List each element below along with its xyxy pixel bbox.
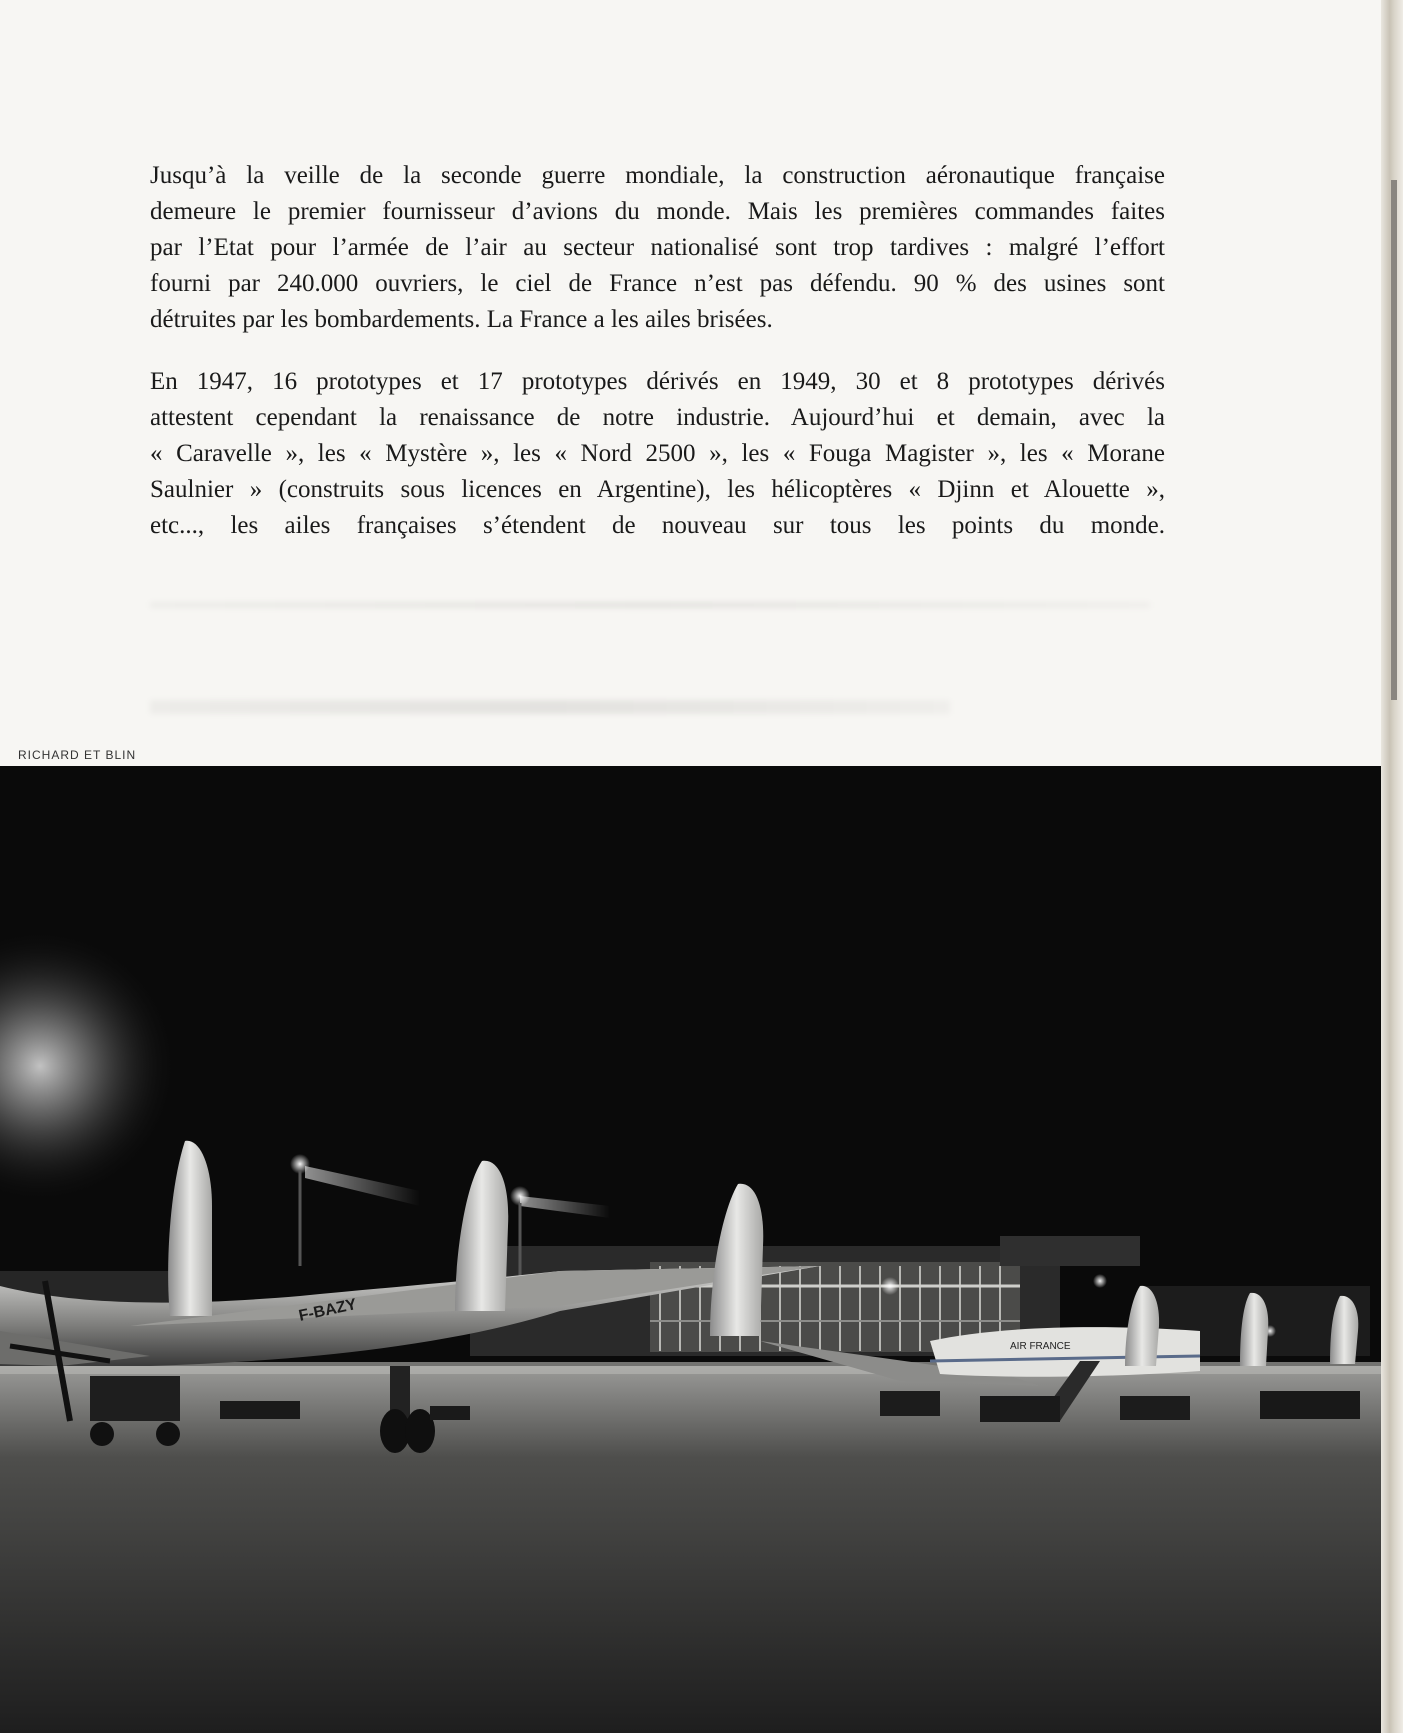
text-line: attestent cependant la renaissance de notre industrie. Aujourd’hui et demain, avec la xyxy=(150,404,1165,431)
text-line: détruites par les bombardements. La France a les ailes brisées. xyxy=(150,306,773,333)
show-through-mark xyxy=(150,700,950,714)
text-line: fourni par 240.000 ouvriers, le ciel de France n’est pas défendu. 90 % des usines sont xyxy=(150,270,1165,297)
photo-credit: RICHARD ET BLIN xyxy=(18,748,137,762)
text-line: Saulnier » (construits sous licences en Argentine), les hélicoptères « Djinn et Alouette », xyxy=(150,476,1165,503)
wheel xyxy=(156,1422,180,1446)
service-vehicle xyxy=(1120,1396,1190,1420)
body-text xyxy=(150,158,1165,544)
service-vehicle xyxy=(880,1391,940,1416)
ground-tractor xyxy=(90,1376,180,1421)
page-edge-shadow xyxy=(1391,180,1397,700)
service-vehicle xyxy=(220,1401,300,1419)
wheel xyxy=(90,1422,114,1446)
text-line: etc..., les ailes françaises s’étendent de nouveau sur tous les points du monde. xyxy=(150,512,1165,539)
text-line: « Caravelle », les « Mystère », les « Nord 2500 », les « Fouga Magister », les « Morane xyxy=(150,440,1165,467)
apron xyxy=(0,1366,1381,1733)
airline-livery: AIR FRANCE xyxy=(1010,1341,1071,1352)
service-vehicle xyxy=(430,1406,470,1420)
show-through-mark xyxy=(150,602,1150,608)
registration-marking: F-BAZY xyxy=(297,1296,359,1325)
light-point xyxy=(881,1277,899,1295)
paragraph-2 xyxy=(150,364,1165,544)
text-line: Jusqu’à la veille de la seconde guerre mondiale, la construction aéronautique française xyxy=(150,162,1165,189)
airport-scene xyxy=(0,766,1381,1733)
text-line: par l’Etat pour l’armée de l’air au secteur nationalisé sont trop tardives : malgré l’effort xyxy=(150,234,1165,261)
paragraph-1 xyxy=(150,158,1165,338)
text-line: En 1947, 16 prototypes et 17 prototypes dérivés en 1949, 30 et 8 prototypes dérivés xyxy=(150,368,1165,395)
text-line: demeure le premier fournisseur d’avions du monde. Mais les premières commandes faites xyxy=(150,198,1165,225)
night-airport-photo xyxy=(0,766,1381,1733)
service-vehicle xyxy=(1260,1391,1360,1419)
service-vehicle xyxy=(980,1396,1060,1422)
light-point xyxy=(1093,1274,1107,1288)
